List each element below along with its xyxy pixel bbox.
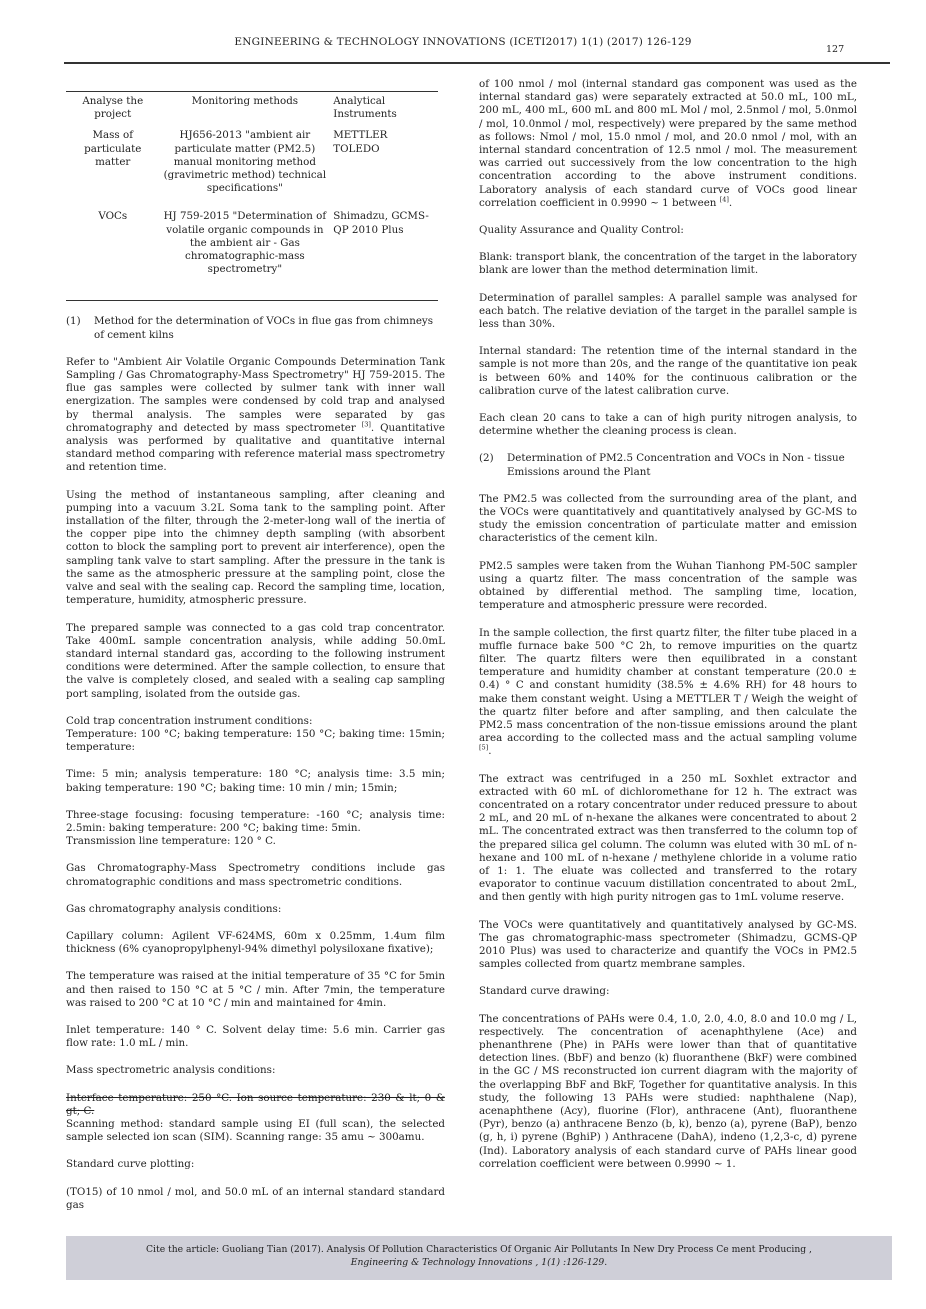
- paragraph: Gas Chromatography-Mass Spectrometry conditions include gas chromatographic conditions and mass spectrometric conditions.: [66, 862, 445, 888]
- paragraph: The PM2.5 was collected from the surrounding area of the plant, and the VOCs were quantitatively and quantitatively analysed by GC-MS to study the emission concentration of particulate matter and emission characteristics of the cement kiln.: [479, 492, 857, 545]
- table-cell: HJ 759-2015 "Determination of volatile organic compounds in the ambient air - Gas chromatographic-mass spectrometry": [160, 206, 331, 301]
- paragraph: The prepared sample was connected to a gas cold trap concentrator. Take 400mL sample concentration analysis, while adding 50.0mL standard internal standard gas, according to the following instrument conditions were determined. After the sample collection, to ensure that the valve is completely closed, and sealed with a sealing cap sampling port sampling, isolated from the outside gas.: [66, 621, 445, 700]
- paragraph-line: Cold trap concentration instrument conditions:: [66, 714, 313, 727]
- paragraph: [479, 78, 857, 210]
- table-header-cell: Analytical Instruments: [333, 95, 397, 121]
- right-column: [479, 78, 857, 1185]
- paragraph: [66, 715, 445, 755]
- table-row: [66, 125, 438, 206]
- paragraph: Inlet temperature: 140 ° C. Solvent delay time: 5.6 min. Carrier gas flow rate: 1.0 mL / min.: [66, 1023, 445, 1050]
- paragraph: Capillary column: Agilent VF-624MS, 60m x 0.25mm, 1.4um film thickness (6% cyanopropylphenyl-94% dimethyl polysiloxane fixative);: [66, 929, 445, 956]
- table-header-cell: Analyse the project: [82, 95, 144, 121]
- left-column: [66, 78, 445, 1226]
- paragraph: Each clean 20 cans to take a can of high purity nitrogen analysis, to determine whether the cleaning process is clean.: [479, 412, 857, 438]
- section-title: Determination of PM2.5 Concentration and VOCs in Non - tissue Emissions around the Plant: [507, 452, 845, 478]
- paragraph: (TO15) of 10 nmol / mol, and 50.0 mL of an internal standard standard gas: [66, 1185, 445, 1211]
- paragraph: [66, 356, 445, 475]
- citation-ref: [3]: [361, 420, 371, 429]
- table-cell: VOCs: [66, 206, 160, 301]
- citation-footer: [66, 1236, 892, 1280]
- methods-table: [66, 91, 438, 301]
- table-cell: METTLER TOLEDO: [333, 129, 388, 155]
- paragraph: [66, 1092, 445, 1145]
- section-number: (1): [66, 315, 81, 328]
- table-cell: HJ656-2013 "ambient air particulate matter (PM2.5) manual monitoring method (gravimetric method) technical specifications": [163, 129, 327, 195]
- paragraph-line: Transmission line temperature: 120 ° C.: [66, 835, 276, 848]
- paragraph: Mass spectrometric analysis conditions:: [66, 1064, 276, 1077]
- paragraph: The VOCs were quantitatively and quantitatively analysed by GC-MS. The gas chromatographic-mass spectrometer (Shimadzu, GCMS-QP 2010 Plus) was used to characterize and quantify the VOCs in PM2.5 samples collected from quartz membrane samples.: [479, 918, 857, 971]
- section-heading-2: [479, 452, 857, 478]
- paragraph: [66, 809, 445, 849]
- paragraph: The extract was centrifuged in a 250 mL Soxhlet extractor and extracted with 60 mL of dichloromethane for 12 h. The extract was concentrated on a rotary concentrator under reduced pressure to about 2 mL, and 20 mL of n-hexane the alkanes were concentrated to about 2 mL. The concentrated extract was then transferred to the column top of the prepared silica gel column. The column was eluted with 30 mL of n-hexane and 100 mL of n-hexane / methylene chloride in a volume ratio of 1: 1. The eluate was collected and transferred to the rotary evaporator to continue vacuum distillation concentrated to about 2mL, and then gently with high purity nitrogen gas to 1mL volume reserve.: [479, 772, 857, 904]
- table-cell: Mass of particulate matter: [84, 129, 142, 168]
- running-header: ENGINEERING & TECHNOLOGY INNOVATIONS (ICETI2017) 1(1) (2017) 126-129: [234, 36, 692, 48]
- paragraph: The concentrations of PAHs were 0.4, 1.0, 2.0, 4.0, 8.0 and 10.0 mg / L, respectively. The concentration of acenaphthylene (Ace) and phenanthrene (Phe) in PAHs were lower than that of quantitative detection lines. (BbF) and benzo (k) fluoranthene (BkF) were combined in the GC / MS reconstructed ion current diagram with the majority of the overlapping BbF and BkF, Together for quantitative analysis. In this study, the following 13 PAHs were studied: naphthalene (Nap), acenaphthene (Acy), fluorine (Flor), anthracene (Ant), fluoranthene (Pyr), benzo (a) anthracene Benzo (b, k), benzo (a), pyrene (BaP), benzo (g, h, i) pyrene (BghiP) ) Anthracene (DahA), indeno (1,2,3-c, d) pyrene (Ind). Laboratory analysis of each standard curve of PAHs linear good correlation coefficient were between 0.9990 ~ 1.: [479, 1012, 857, 1170]
- paragraph-text: .: [728, 196, 733, 209]
- paragraph: Blank: transport blank, the concentration of the target in the laboratory blank are lower than the method determination limit.: [479, 251, 857, 277]
- paragraph: Using the method of instantaneous sampling, after cleaning and pumping into a vacuum 3.2L Soma tank to the sampling point. After installation of the filter, through the 2-meter-long wall of the inertia of the copper pipe into the chimney depth sampling (with absorbent cotton to block the sampling port to prevent air interference), open the sampling tank valve to start sampling. After the pressure in the tank is the same as the atmospheric pressure at the sampling point, close the valve and seal with the sealing cap. Record the sampling time, location, temperature, humidity, atmospheric pressure.: [66, 488, 445, 607]
- section-title: Method for the determination of VOCs in flue gas from chimneys of cement kilns: [94, 315, 434, 341]
- paragraph: Gas chromatography analysis conditions:: [66, 902, 282, 915]
- paragraph: Standard curve drawing:: [479, 985, 610, 998]
- footer-journal-line: Engineering & Technology Innovations , 1(1) :126-129.: [350, 1257, 608, 1268]
- paragraph: [479, 627, 857, 759]
- paragraph-text: In the sample collection, the first quartz filter, the filter tube placed in a muffle furnace bake 500 °C 2h, to remove impurities on the quartz filter. The quartz filters were then equilibrated in a constant temperature and humidity chamber at constant temperature (20.0 ± 0.4) ° C and constant humidity (38.5% ± 4.6% RH) for 48 hours to make them constant weight. Using a METTLER T / Weigh the weight of the quartz filter before and after sampling, and then calculate the PM2.5 mass concentration of the non-tissue emissions around the plant area according to the collected mass and the actual sampling volume: [479, 626, 857, 745]
- citation-ref: [5]: [479, 743, 489, 752]
- table-row: [66, 206, 438, 301]
- paragraph-line: Temperature: 100 °C; baking temperature: 150 °C; baking time: 15min; temperature:: [66, 727, 445, 754]
- paragraph-text: Refer to "Ambient Air Volatile Organic Compounds Determination Tank Sampling / Gas Chromatography-Mass Spectrometry" HJ 759-2015. The flue gas samples were collected by sulmer tank with inner wall energization. The samples were condensed by cold trap and analysed by thermal analysis. The samples were separated by gas chromatography and detected by mass spectrometer: [66, 355, 445, 434]
- citation-ref: [4]: [719, 195, 729, 204]
- paragraph-text: Scanning method: standard sample using EI (full scan), the selected sample selected ion scan (SIM). Scanning range: 35 amu ~ 300amu.: [66, 1117, 445, 1144]
- paragraph: Internal standard: The retention time of the internal standard in the sample is not more than 20s, and the range of the quantitative ion peak is between 60% and 140% for the continuous calibration or the calibration curve of the latest calibration curve.: [479, 345, 857, 397]
- table-header-row: [66, 92, 438, 126]
- table-cell: Shimadzu, GCMS-QP 2010 Plus: [330, 206, 438, 301]
- paragraph-text: .: [488, 745, 492, 758]
- footer-citation-line: Cite the article: Guoliang Tian (2017). Analysis Of Pollution Characteristics Of Organic Air Pollutants In New Dry Process Ce ment Producing ,: [146, 1244, 812, 1255]
- section-number: (2): [479, 452, 494, 465]
- struck-text: Interface temperature: 250 °C. Ion source temperature: 230 & lt; 0 & gt; C.: [66, 1091, 445, 1117]
- table-header-cell: Monitoring methods: [191, 95, 299, 107]
- methods-table-wrap: [66, 91, 445, 301]
- paragraph: The temperature was raised at the initial temperature of 35 °C for 5min and then raised to 150 °C at 5 °C / min. After 7min, the temperature was raised to 200 °C at 10 °C / min and maintained for 4min.: [66, 970, 445, 1009]
- paragraph: PM2.5 samples were taken from the Wuhan Tianhong PM-50C sampler using a quartz filter. The mass concentration of the sample was obtained by differential method. The sampling time, location, temperature and atmospheric pressure were recorded.: [479, 559, 857, 612]
- paragraph: Determination of parallel samples: A parallel sample was analysed for each batch. The relative deviation of the target in the parallel sample is less than 30%.: [479, 291, 857, 331]
- header-rule: [64, 62, 890, 64]
- paragraph-text: of 100 nmol / mol (internal standard gas component was used as the internal standard gas) were separately extracted at 50.0 mL, 100 mL, 200 mL, 400 mL, 600 mL and 800 mL Mol / mol, 2.5nmol / mol, 5.0nmol / mol, 10.0nmol / mol, respectively) were prepared by the same method as follows: Nmol / mol, 15.0 nmol / mol, and 20.0 nmol / mol, with an internal standard concentration of 12.5 nmol / mol. The measurement was carried out successively from the low concentration to the high concentration according to the above instrument conditions. Laboratory analysis of each standard curve of VOCs good linear correlation coefficient in 0.9990 ~ 1 between: [479, 78, 857, 209]
- section-heading-1: [66, 315, 445, 341]
- paragraph: Quality Assurance and Quality Control:: [479, 224, 684, 237]
- page-number: 127: [826, 44, 845, 55]
- paragraph: Time: 5 min; analysis temperature: 180 °C; analysis time: 3.5 min; baking temperature: 190 °C; baking time: 10 min / min; 15min;: [66, 768, 445, 794]
- paragraph-line: Three-stage focusing: focusing temperature: -160 °C; analysis time: 2.5min: baking temperature: 200 °C; baking time: 5min.: [66, 808, 445, 834]
- paragraph: Standard curve plotting:: [66, 1158, 195, 1171]
- paragraph-text: . Quantitative analysis was performed by qualitative and quantitative internal standard method comparing with reference material mass spectrometry and retention time.: [66, 421, 445, 474]
